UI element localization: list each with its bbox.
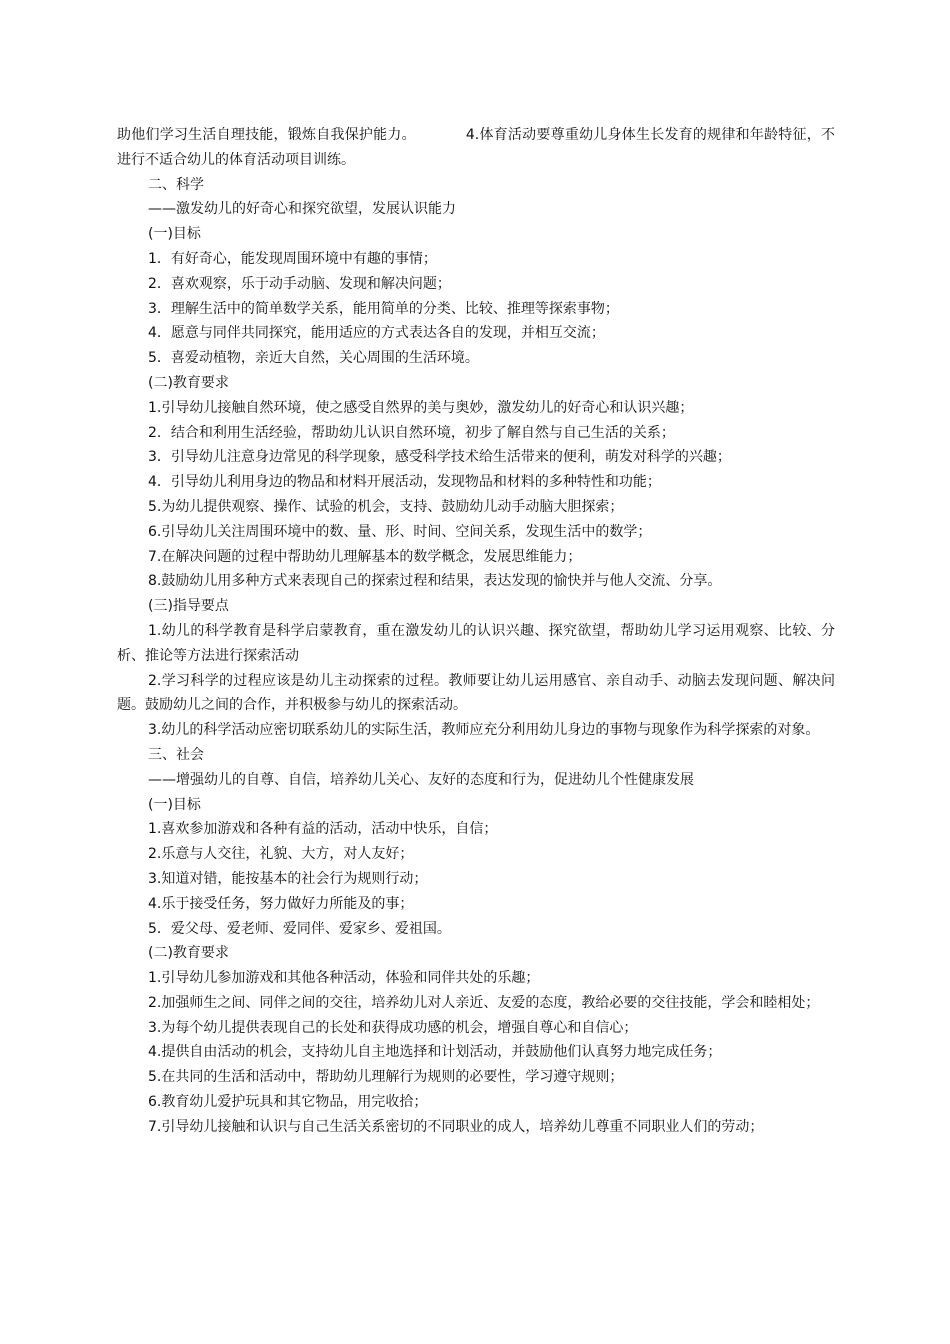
- list-item: 1.引导幼儿接触自然环境，使之感受自然界的美与奥妙，激发幼儿的好奇心和认识兴趣；: [148, 399, 694, 416]
- list-item: 1.幼儿的科学教育是科学启蒙教育，重在激发幼儿的认识兴趣、探究欲望，帮助幼儿学习运用观察、比较、分析、推论等方法进行探索活动: [117, 622, 835, 664]
- list-item: 1.引导幼儿参加游戏和其他各种活动，体验和同伴共处的乐趣；: [148, 970, 540, 987]
- list-item: 2.加强师生之间、同伴之间的交往，培养幼儿对人亲近、友爱的态度，教给必要的交往技能，学会和睦相处；: [148, 994, 820, 1011]
- list-item: 2.学习科学的过程应该是幼儿主动探索的过程。教师要让幼儿运用感官、亲自动手、动脑去发现问题、解决问题。鼓励幼儿之间的合作，并积极参与幼儿的探索活动。: [117, 672, 835, 714]
- list-item: 4.乐于接受任务，努力做好力所能及的事；: [148, 895, 414, 912]
- intro-text-part2: 4.体育活动要尊重幼儿身体生长发育的规律和年龄特征，不进行不适合幼儿的体育活动项目训练。: [117, 127, 835, 168]
- list-item: 6.教育幼儿爱护玩具和其它物品，用完收拾；: [148, 1094, 428, 1111]
- list-item: 2．喜欢观察，乐于动手动脑、发现和解决问题；: [148, 275, 451, 292]
- list-item: 3．理解生活中的简单数学关系，能用简单的分类、比较、推理等探索事物；: [148, 300, 619, 317]
- list-item: 4.提供自由活动的机会，支持幼儿自主地选择和计划活动，并鼓励他们认真努力地完成任务；: [148, 1044, 722, 1061]
- list-item: 3．引导幼儿注意身边常见的科学现象，感受科学技术给生活带来的便利，萌发对科学的兴趣；: [148, 449, 731, 466]
- list-item: 1．有好奇心，能发现周围环境中有趣的事情；: [148, 250, 437, 267]
- list-item: 7.在解决问题的过程中帮助幼儿理解基本的数学概念，发展思维能力；: [148, 548, 582, 565]
- list-item: 8.鼓励幼儿用多种方式来表现自己的探索过程和结果，表达发现的愉快并与他人交流、分享。: [148, 573, 722, 590]
- list-item: 4．愿意与同伴共同探究，能用适应的方式表达各自的发现，并相互交流；: [148, 325, 605, 342]
- list-item: 3.幼儿的科学活动应密切联系幼儿的实际生活，教师应充分利用幼儿身边的事物与现象作为科学探索的对象。: [148, 722, 820, 739]
- list-item: 2.乐意与人交往，礼貌、大方，对人友好；: [148, 846, 414, 863]
- list-item: 6.引导幼儿关注周围环境中的数、量、形、时间、空间关系，发现生活中的数学；: [148, 523, 652, 540]
- list-item: 3.知道对错，能按基本的社会行为规则行动；: [148, 870, 428, 887]
- section-subtitle-society: ——增强幼儿的自尊、自信，培养幼儿关心、友好的态度和行为，促进幼儿个性健康发展: [148, 771, 694, 788]
- list-item: 2．结合和利用生活经验，帮助幼儿认识自然环境，初步了解自然与自己生活的关系；: [148, 424, 675, 441]
- subheading-education-requirements: (二)教育要求: [148, 945, 229, 962]
- intro-paragraph: [117, 123, 835, 173]
- intro-text-part1: 助他们学习生活自理技能，锻炼自我保护能力。: [117, 127, 416, 143]
- section-heading-science: 二、科学: [148, 176, 204, 193]
- document-body: [117, 123, 835, 1140]
- list-item: 5.为幼儿提供观察、操作、试验的机会，支持、鼓励幼儿动手动脑大胆探索；: [148, 498, 624, 515]
- list-item: 5．爱父母、爱老师、爱同伴、爱家乡、爱祖国。: [148, 920, 451, 937]
- list-item: 5.在共同的生活和活动中，帮助幼儿理解行为规则的必要性，学习遵守规则；: [148, 1069, 624, 1086]
- list-item: 5．喜爱动植物，亲近大自然，关心周围的生活环境。: [148, 350, 479, 367]
- section-heading-society: 三、社会: [148, 746, 204, 763]
- subheading-education-requirements: (二)教育要求: [148, 374, 229, 391]
- section-subtitle-science: ——激发幼儿的好奇心和探究欲望，发展认识能力: [148, 201, 456, 218]
- subheading-goals: (一)目标: [148, 796, 201, 813]
- list-item: 1.喜欢参加游戏和各种有益的活动，活动中快乐，自信；: [148, 821, 498, 838]
- list-item: 4．引导幼儿利用身边的物品和材料开展活动，发现物品和材料的多种特性和功能；: [148, 474, 661, 491]
- list-item: 3.为每个幼儿提供表现自己的长处和获得成功感的机会，增强自尊心和自信心；: [148, 1019, 638, 1036]
- subheading-goals: (一)目标: [148, 226, 201, 243]
- subheading-guidance-points: (三)指导要点: [148, 598, 229, 615]
- list-item: 7.引导幼儿接触和认识与自己生活关系密切的不同职业的成人，培养幼儿尊重不同职业人们的劳动；: [148, 1118, 764, 1135]
